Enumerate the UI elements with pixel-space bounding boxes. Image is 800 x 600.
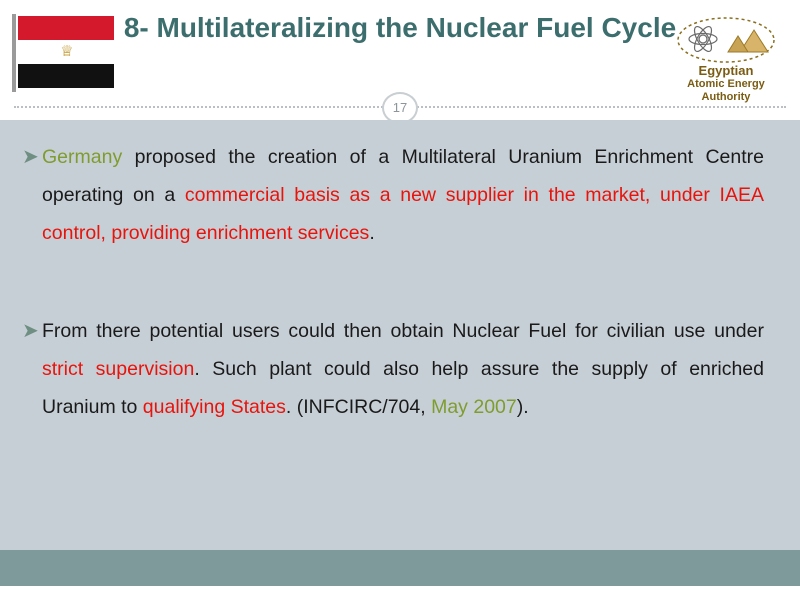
flag-eagle-icon: ♕	[60, 43, 74, 60]
aea-logo-icon	[670, 14, 782, 66]
paragraph-potential-users-text	[42, 312, 764, 426]
flag-stripe-black	[18, 64, 114, 88]
slide-header	[0, 0, 800, 120]
run-close-paren: ).	[516, 396, 529, 418]
footer-white-strip	[0, 586, 800, 600]
egypt-flag-icon	[18, 16, 114, 88]
footer-band	[0, 550, 800, 586]
flag-stripe-red	[18, 16, 114, 40]
flag-pole	[12, 14, 16, 92]
bullet-arrow-icon-2: ➤	[22, 320, 39, 342]
paragraph-germany-text	[42, 138, 764, 252]
run-period-1: .	[369, 222, 375, 244]
bullet-arrow-icon: ➤	[22, 146, 39, 168]
run-germany: Germany	[42, 146, 123, 168]
run-may-2007: May 2007	[431, 396, 517, 418]
logo-line-2: Atomic Energy Authority	[687, 78, 765, 103]
paragraph-germany	[18, 138, 764, 252]
aea-logo	[666, 14, 786, 103]
page-number-badge: 17	[382, 92, 418, 124]
run-strict-supervision: strict supervision	[42, 358, 195, 380]
page-title: 8- Multilateralizing the Nuclear Fuel Cycle	[123, 12, 677, 43]
run-qualifying-states: qualifying States	[142, 396, 286, 418]
paragraph-potential-users	[18, 312, 764, 426]
paragraph-spacer	[18, 278, 764, 312]
logo-line-1: Egyptian	[698, 63, 754, 78]
slide-body	[0, 120, 800, 550]
run-from-there: From there potential users could then obtain Nuclear Fuel for civilian use under	[42, 320, 764, 342]
run-proposed: proposed the creation of a Multilateral Uranium Enrichment Centre operating on a	[42, 146, 764, 206]
run-infcirc: . (INFCIRC/704,	[285, 396, 432, 418]
run-such-plant: . Such plant could also help assure the supply of enriched Uranium to	[42, 358, 765, 418]
run-commercial-basis: commercial basis as a new supplier in the market, under IAEA control, providing enrichment services	[42, 184, 764, 244]
